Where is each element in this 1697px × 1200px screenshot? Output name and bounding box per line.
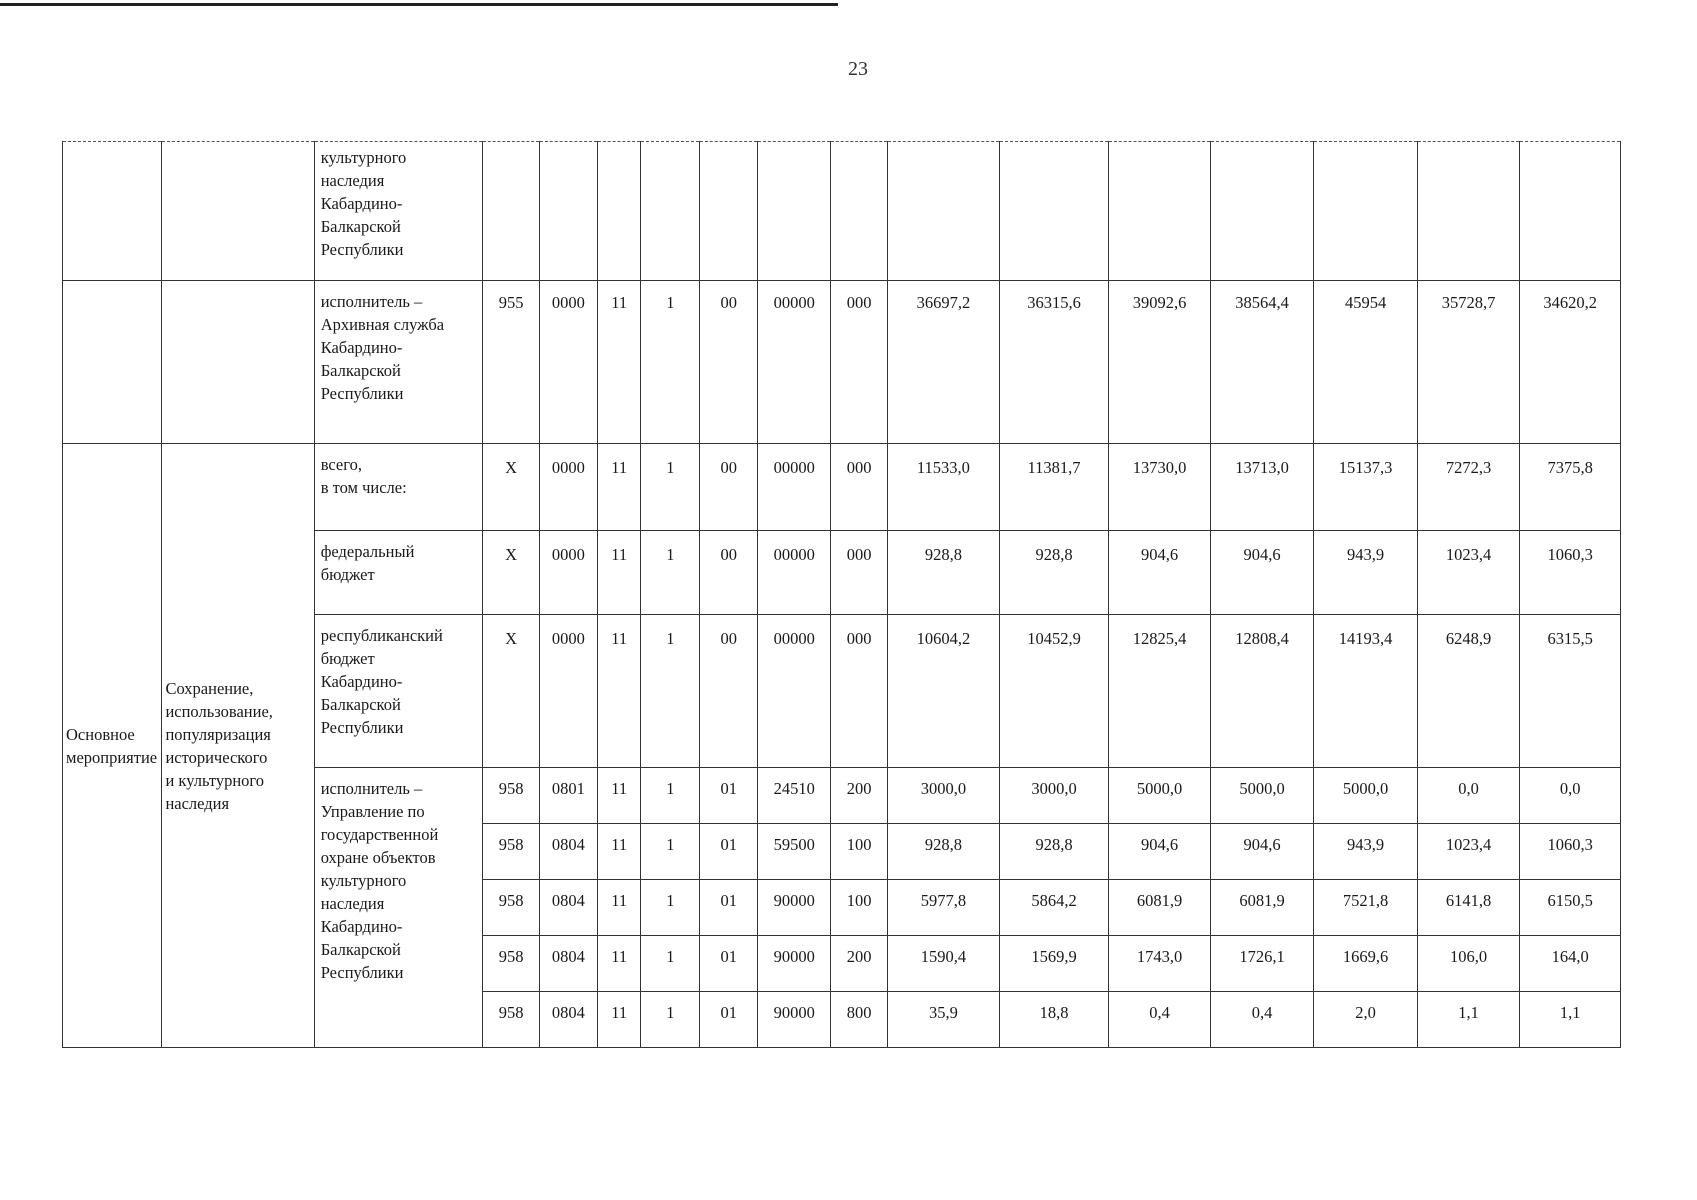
value-cell: 90000: [758, 936, 831, 992]
value-cell: 00000: [758, 281, 831, 444]
value-cell: 800: [831, 992, 888, 1048]
empty-value-cell: [597, 142, 641, 281]
value-cell: 1060,3: [1520, 531, 1621, 615]
empty-value-cell: [888, 142, 1000, 281]
value-cell: 0,0: [1417, 768, 1520, 824]
empty-value-cell: [1520, 142, 1621, 281]
value-cell: 90000: [758, 880, 831, 936]
value-cell: 6141,8: [1417, 880, 1520, 936]
value-cell: 6150,5: [1520, 880, 1621, 936]
empty-value-cell: [758, 142, 831, 281]
value-cell: 0804: [540, 880, 598, 936]
value-cell: 11: [597, 281, 641, 444]
value-cell: 35,9: [888, 992, 1000, 1048]
value-cell: 11533,0: [888, 444, 1000, 531]
value-cell: 000: [831, 531, 888, 615]
value-cell: 1: [641, 768, 700, 824]
value-cell: 106,0: [1417, 936, 1520, 992]
value-cell: 14193,4: [1314, 615, 1418, 768]
value-cell: 5000,0: [1210, 768, 1314, 824]
table-row: [63, 281, 1621, 444]
value-cell: 12825,4: [1109, 615, 1210, 768]
value-cell: 18,8: [999, 992, 1109, 1048]
value-cell: 11: [597, 936, 641, 992]
value-cell: 928,8: [999, 824, 1109, 880]
value-cell: 000: [831, 444, 888, 531]
executor-cell-text: исполнитель – Архивная служба Кабардино- Балкарской Республики: [320, 292, 445, 403]
executor-cell: [314, 281, 482, 444]
value-cell: 1569,9: [999, 936, 1109, 992]
value-cell: 904,6: [1109, 531, 1210, 615]
value-cell: 5000,0: [1314, 768, 1418, 824]
value-cell: 7272,3: [1417, 444, 1520, 531]
value-cell: 90000: [758, 992, 831, 1048]
value-cell: 00000: [758, 615, 831, 768]
value-cell: 1: [641, 824, 700, 880]
funding-source-cell: [314, 444, 482, 531]
value-cell: 904,6: [1210, 824, 1314, 880]
value-cell: 958: [483, 936, 540, 992]
empty-value-cell: [999, 142, 1109, 281]
value-cell: 36697,2: [888, 281, 1000, 444]
value-cell: 3000,0: [999, 768, 1109, 824]
value-cell: 958: [483, 992, 540, 1048]
executor-cell-text: исполнитель – Управление по государственной охране объектов культурного наследия Кабардино- Балкарской Республики: [320, 779, 439, 982]
event-name-cell-text: Сохранение, использование, популяризация исторического и культурного наследия: [165, 678, 273, 813]
value-cell: 928,8: [888, 824, 1000, 880]
value-cell: 943,9: [1314, 824, 1418, 880]
value-cell: 0804: [540, 936, 598, 992]
value-cell: 1: [641, 615, 700, 768]
value-cell: 904,6: [1109, 824, 1210, 880]
value-cell: 11: [597, 992, 641, 1048]
empty-value-cell: [831, 142, 888, 281]
event-status-cell: [63, 444, 162, 1048]
table-row: [63, 142, 1621, 281]
value-cell: 955: [483, 281, 540, 444]
empty-value-cell: [483, 142, 540, 281]
value-cell: 958: [483, 824, 540, 880]
value-cell: 000: [831, 281, 888, 444]
value-cell: 2,0: [1314, 992, 1418, 1048]
value-cell: 6081,9: [1210, 880, 1314, 936]
value-cell: 3000,0: [888, 768, 1000, 824]
value-cell: 01: [700, 768, 758, 824]
value-cell: 45954: [1314, 281, 1418, 444]
value-cell: 1: [641, 992, 700, 1048]
value-cell: 904,6: [1210, 531, 1314, 615]
event-status-cell-text: Основное мероприятие: [66, 724, 158, 767]
empty-value-cell: [641, 142, 700, 281]
value-cell: 59500: [758, 824, 831, 880]
empty-value-cell: [1314, 142, 1418, 281]
value-cell: 6315,5: [1520, 615, 1621, 768]
value-cell: 01: [700, 880, 758, 936]
value-cell: 0801: [540, 768, 598, 824]
value-cell: 6248,9: [1417, 615, 1520, 768]
value-cell: 36315,6: [999, 281, 1109, 444]
value-cell: 100: [831, 880, 888, 936]
value-cell: 35728,7: [1417, 281, 1520, 444]
value-cell: 01: [700, 992, 758, 1048]
value-cell: 0804: [540, 992, 598, 1048]
executor-cell-text: культурного наследия Кабардино- Балкарской Республики: [320, 148, 407, 259]
value-cell: 928,8: [888, 531, 1000, 615]
funding-source-cell-text: федеральный бюджет: [320, 542, 415, 584]
value-cell: X: [483, 531, 540, 615]
value-cell: 0,4: [1210, 992, 1314, 1048]
value-cell: 11: [597, 615, 641, 768]
value-cell: 38564,4: [1210, 281, 1314, 444]
budget-table: [62, 141, 1621, 1048]
empty-value-cell: [1210, 142, 1314, 281]
page-number: 23: [848, 58, 868, 80]
value-cell: 958: [483, 768, 540, 824]
value-cell: 00: [700, 444, 758, 531]
value-cell: 1: [641, 531, 700, 615]
value-cell: 0000: [540, 444, 598, 531]
value-cell: 6081,9: [1109, 880, 1210, 936]
value-cell: 39092,6: [1109, 281, 1210, 444]
value-cell: 1023,4: [1417, 824, 1520, 880]
value-cell: 1: [641, 444, 700, 531]
value-cell: 5977,8: [888, 880, 1000, 936]
value-cell: 7375,8: [1520, 444, 1621, 531]
funding-source-cell: [314, 531, 482, 615]
value-cell: 1060,3: [1520, 824, 1621, 880]
value-cell: X: [483, 615, 540, 768]
value-cell: 34620,2: [1520, 281, 1621, 444]
value-cell: 00: [700, 615, 758, 768]
empty-value-cell: [540, 142, 598, 281]
value-cell: 11: [597, 531, 641, 615]
value-cell: 15137,3: [1314, 444, 1418, 531]
value-cell: 11: [597, 444, 641, 531]
value-cell: 0000: [540, 615, 598, 768]
value-cell: 1: [641, 936, 700, 992]
value-cell: 1: [641, 281, 700, 444]
value-cell: X: [483, 444, 540, 531]
value-cell: 24510: [758, 768, 831, 824]
value-cell: 1,1: [1520, 992, 1621, 1048]
value-cell: 5864,2: [999, 880, 1109, 936]
value-cell: 13713,0: [1210, 444, 1314, 531]
empty-value-cell: [1417, 142, 1520, 281]
value-cell: 1590,4: [888, 936, 1000, 992]
value-cell: 12808,4: [1210, 615, 1314, 768]
value-cell: 0804: [540, 824, 598, 880]
event-name-cell: [162, 444, 314, 1048]
value-cell: 7521,8: [1314, 880, 1418, 936]
status-cell-empty: [63, 281, 162, 444]
value-cell: 5000,0: [1109, 768, 1210, 824]
value-cell: 200: [831, 936, 888, 992]
value-cell: 11: [597, 880, 641, 936]
value-cell: 1743,0: [1109, 936, 1210, 992]
value-cell: 943,9: [1314, 531, 1418, 615]
value-cell: 1023,4: [1417, 531, 1520, 615]
value-cell: 00: [700, 531, 758, 615]
value-cell: 00000: [758, 444, 831, 531]
value-cell: 00000: [758, 531, 831, 615]
empty-value-cell: [700, 142, 758, 281]
funding-source-cell-text: всего, в том числе:: [320, 455, 407, 497]
value-cell: 0000: [540, 531, 598, 615]
status-cell-empty: [63, 142, 162, 281]
value-cell: 0,0: [1520, 768, 1621, 824]
value-cell: 0000: [540, 281, 598, 444]
empty-value-cell: [1109, 142, 1210, 281]
value-cell: 13730,0: [1109, 444, 1210, 531]
executor-cell: [314, 142, 482, 281]
table-row: [63, 444, 1621, 531]
value-cell: 164,0: [1520, 936, 1621, 992]
value-cell: 0,4: [1109, 992, 1210, 1048]
value-cell: 928,8: [999, 531, 1109, 615]
funding-source-cell: [314, 615, 482, 768]
value-cell: 01: [700, 936, 758, 992]
value-cell: 1726,1: [1210, 936, 1314, 992]
value-cell: 000: [831, 615, 888, 768]
value-cell: 200: [831, 768, 888, 824]
value-cell: 1,1: [1417, 992, 1520, 1048]
top-border-line: [0, 3, 838, 6]
name-cell-empty: [162, 281, 314, 444]
name-cell-empty: [162, 142, 314, 281]
value-cell: 11381,7: [999, 444, 1109, 531]
value-cell: 10452,9: [999, 615, 1109, 768]
value-cell: 00: [700, 281, 758, 444]
value-cell: 958: [483, 880, 540, 936]
value-cell: 01: [700, 824, 758, 880]
value-cell: 11: [597, 768, 641, 824]
value-cell: 10604,2: [888, 615, 1000, 768]
funding-source-cell-text: республиканский бюджет Кабардино- Балкарской Республики: [320, 626, 443, 737]
executor-cell: [314, 768, 482, 1048]
value-cell: 1669,6: [1314, 936, 1418, 992]
value-cell: 11: [597, 824, 641, 880]
value-cell: 1: [641, 880, 700, 936]
value-cell: 100: [831, 824, 888, 880]
